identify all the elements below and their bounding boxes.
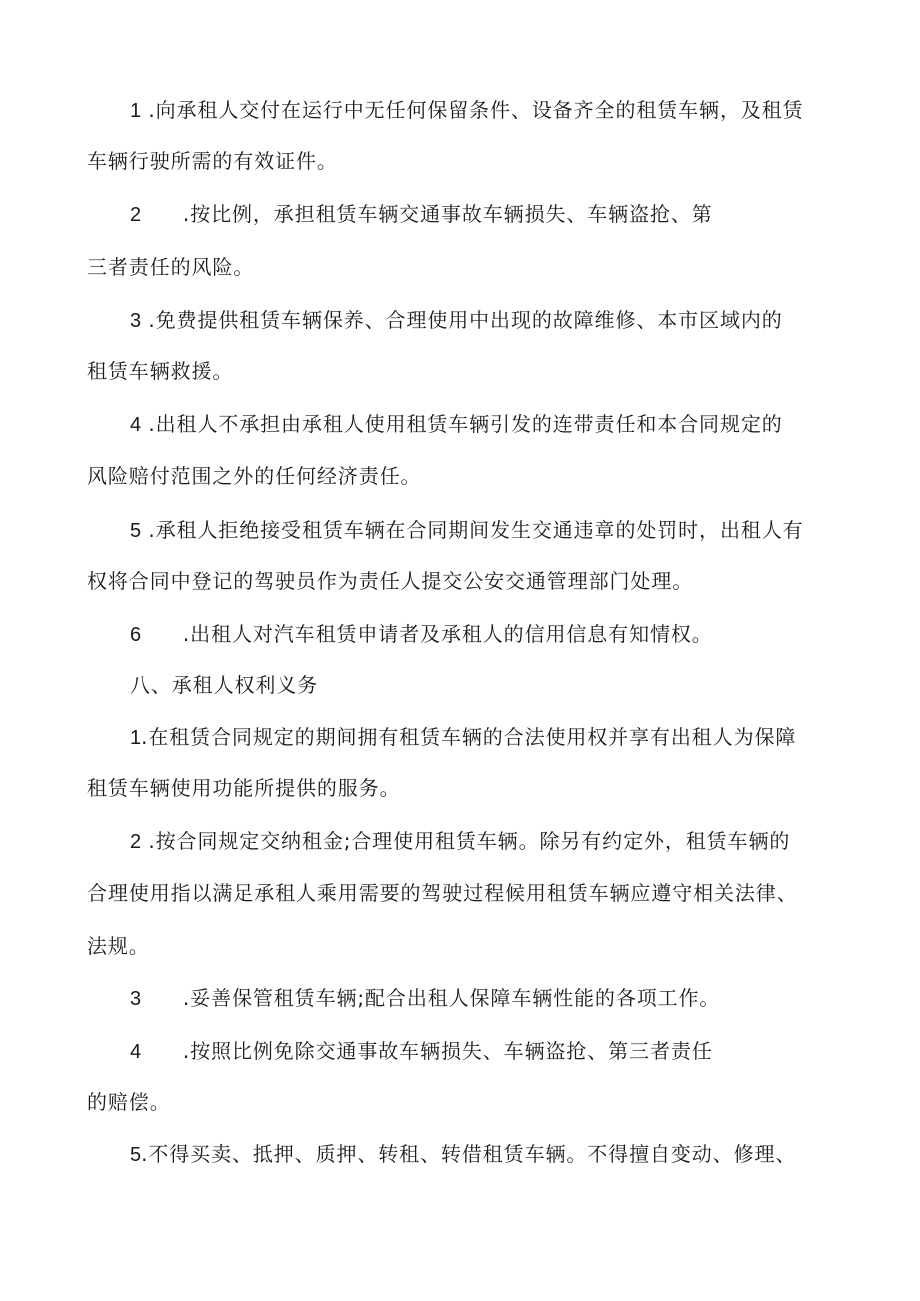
paragraph-line (130, 202, 713, 227)
item-number: 4 (130, 414, 142, 436)
line-text: 风险赔付范围之外的任何经济责任。 (87, 464, 422, 488)
item-number: 1 (130, 727, 142, 749)
line-text: .出租人对汽车租赁申请者及承租人的信用信息有知情权。 (141, 622, 713, 646)
paragraph-line (87, 881, 798, 905)
paragraph-line (130, 412, 783, 437)
line-text: .免费提供租赁车辆保养、合理使用中出现的故障维修、本市区域内的 (141, 308, 783, 332)
paragraph-line (130, 986, 720, 1011)
line-text: 租赁车辆救援。 (87, 359, 234, 383)
line-text: 租赁车辆使用功能所提供的服务。 (87, 776, 401, 800)
item-number: 4 (130, 1041, 142, 1063)
line-text: 车辆行驶所需的有效证件。 (87, 149, 338, 173)
paragraph-line (130, 1039, 713, 1064)
paragraph-line (130, 829, 790, 854)
line-text: .出租人不承担由承租人使用租赁车辆引发的连带责任和本合同规定的 (141, 412, 783, 436)
item-number: 6 (130, 624, 142, 646)
line-text: 法规。 (87, 934, 150, 958)
paragraph-line (87, 569, 693, 593)
paragraph-line (130, 308, 783, 333)
paragraph-line (87, 359, 233, 383)
item-number: 5 (130, 1144, 142, 1166)
paragraph-line (130, 1142, 796, 1167)
item-number: 3 (130, 310, 142, 332)
paragraph-line (87, 934, 150, 958)
paragraph-line (87, 464, 421, 488)
line-text: 权将合同中登记的驾驶员作为责任人提交公安交通管理部门处理。 (87, 569, 694, 593)
paragraph-line (87, 776, 401, 800)
line-text: 八、承租人权利义务 (130, 673, 319, 697)
paragraph-line (130, 518, 804, 543)
line-text: .按比例，承担租赁车辆交通事故车辆损失、车辆盗抢、第 (141, 202, 713, 226)
line-text: .按照比例免除交通事故车辆损失、车辆盗抢、第三者责任 (141, 1039, 713, 1063)
item-number: 5 (130, 520, 142, 542)
line-text: .承租人拒绝接受租赁车辆在合同期间发生交通违章的处罚时，出租人有 (141, 518, 804, 542)
item-number: 1 (130, 100, 142, 122)
paragraph-line (87, 1090, 171, 1114)
paragraph-line (130, 725, 796, 750)
paragraph-line (87, 149, 338, 173)
line-text: 的赔偿。 (87, 1090, 171, 1114)
section-heading (130, 673, 318, 697)
line-text: .在租赁合同规定的期间拥有租赁车辆的合法使用权并享有出租人为保障 (141, 725, 797, 749)
line-text: .按合同规定交纳租金;合理使用租赁车辆。除另有约定外，租赁车辆的 (141, 829, 791, 853)
item-number: 2 (130, 204, 142, 226)
item-number: 2 (130, 831, 142, 853)
item-number: 3 (130, 988, 142, 1010)
paragraph-line (130, 622, 713, 647)
line-text: .向承租人交付在运行中无任何保留条件、设备齐全的租赁车辆，及租赁 (141, 98, 804, 122)
line-text: 三者责任的风险。 (87, 255, 255, 279)
paragraph-line (87, 255, 254, 279)
line-text: .不得买卖、抵押、质押、转租、转借租赁车辆。不得擅自变动、修理、 (141, 1142, 797, 1166)
line-text: 合理使用指以满足承租人乘用需要的驾驶过程候用租赁车辆应遵守相关法律、 (87, 881, 798, 905)
paragraph-line (130, 98, 804, 123)
line-text: .妥善保管租赁车辆;配合出租人保障车辆性能的各项工作。 (141, 986, 721, 1010)
